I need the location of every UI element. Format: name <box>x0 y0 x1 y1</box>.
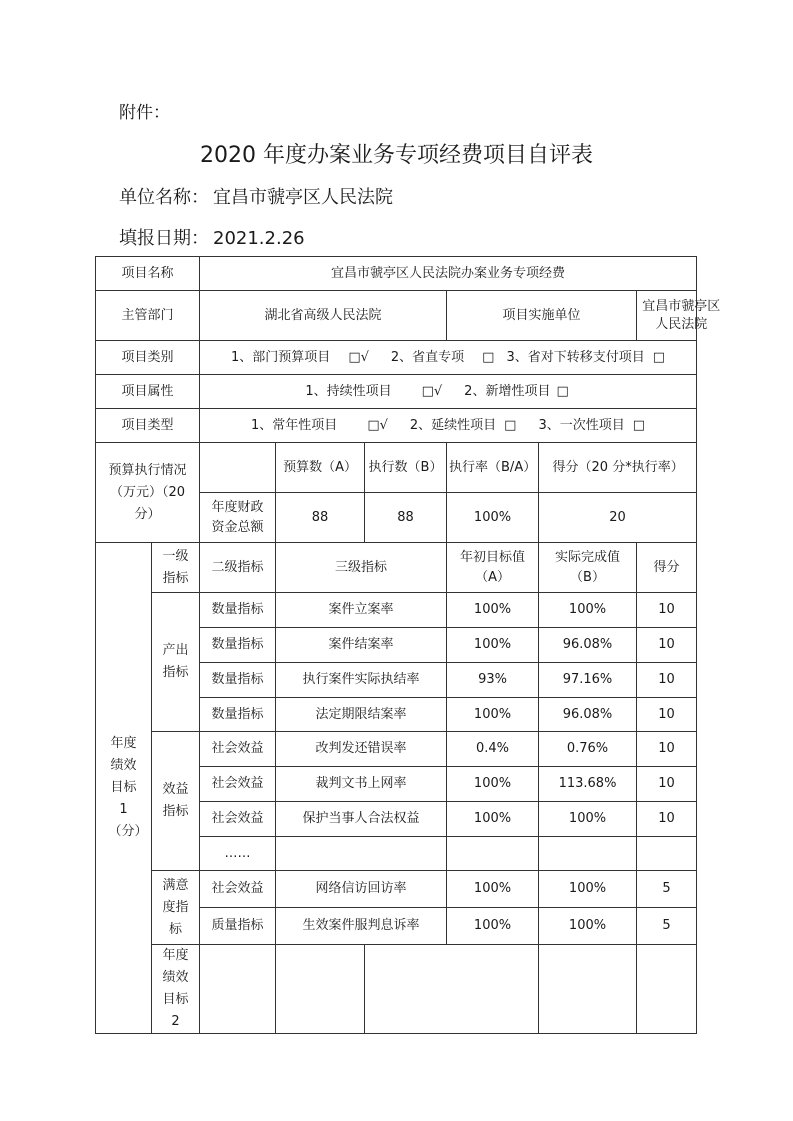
goal2-row <box>96 945 697 1034</box>
performance-header-row <box>96 543 697 593</box>
empty-cell <box>276 945 365 1034</box>
checkbox-icon: □ <box>652 349 666 365</box>
level3-cell: 网络信访回访率 <box>276 871 447 908</box>
score-cell: 10 <box>637 628 697 663</box>
score-header: 得分 <box>637 543 697 593</box>
goal2-label: 年度绩效目标 2 <box>152 945 200 1034</box>
actual-cell: 0.76% <box>539 732 637 767</box>
level2-cell: 数量指标 <box>200 698 276 732</box>
actual-cell: 100% <box>539 802 637 837</box>
empty-cell <box>276 837 447 871</box>
checkbox-icon: □ <box>482 349 495 365</box>
attachment-label: 附件： <box>119 103 170 123</box>
type-label: 项目类型 <box>96 409 200 443</box>
level3-cell: 法定期限结案率 <box>276 698 447 732</box>
target-cell: 100% <box>447 593 539 628</box>
date-label: 填报日期： <box>119 228 209 249</box>
target-cell: 0.4% <box>447 732 539 767</box>
checkbox-checked-icon: □√ <box>421 383 443 399</box>
satisfaction-indicator-label: 满意度指标 <box>152 871 200 945</box>
type-option: 3、一次性项目 □ <box>538 417 646 433</box>
date-value: 2021.2.26 <box>213 228 305 249</box>
empty-cell <box>637 837 697 871</box>
implementing-unit-value: 宜昌市虢亭区人民法院 <box>637 291 697 341</box>
category-option: 1、部门预算项目 □√ <box>231 349 369 365</box>
attribute-options <box>200 375 697 409</box>
score-cell: 5 <box>637 908 697 945</box>
level3-cell: 裁判文书上网率 <box>276 767 447 802</box>
score-cell: 5 <box>637 871 697 908</box>
actual-cell: 100% <box>539 593 637 628</box>
budget-amount-value: 88 <box>276 493 365 543</box>
checkbox-icon: □ <box>632 417 646 433</box>
level2-cell: 社会效益 <box>200 802 276 837</box>
category-label: 项目类别 <box>96 341 200 375</box>
target-header: 年初目标值（A） <box>447 543 539 593</box>
checkbox-icon: □ <box>556 383 569 399</box>
executed-amount-header: 执行数（B） <box>365 443 447 493</box>
evaluation-table <box>95 256 721 1034</box>
project-name-label: 项目名称 <box>96 257 200 291</box>
target-cell: 100% <box>447 871 539 908</box>
empty-cell <box>365 945 539 1034</box>
actual-cell: 100% <box>539 871 637 908</box>
empty-cell <box>447 837 539 871</box>
level3-cell: 保护当事人合法权益 <box>276 802 447 837</box>
level3-cell: 改判发还错误率 <box>276 732 447 767</box>
level2-cell: 数量指标 <box>200 593 276 628</box>
level1-header: 一级指标 <box>152 543 200 593</box>
category-row <box>96 341 697 375</box>
score-cell: 10 <box>637 767 697 802</box>
actual-cell: 100% <box>539 908 637 945</box>
budget-score-header: 得分（20 分*执行率） <box>539 443 697 493</box>
empty-cell <box>539 837 637 871</box>
unit-line <box>119 183 393 209</box>
department-label: 主管部门 <box>96 291 200 341</box>
level2-cell: 质量指标 <box>200 908 276 945</box>
attribute-option: 2、新增性项目 □ <box>464 383 569 399</box>
checkbox-icon: □ <box>504 417 517 433</box>
execution-rate-header: 执行率（B/A） <box>447 443 539 493</box>
type-options <box>200 409 697 443</box>
level2-header: 二级指标 <box>200 543 276 593</box>
actual-cell: 96.08% <box>539 628 637 663</box>
attribute-row <box>96 375 697 409</box>
table-row <box>96 593 697 628</box>
unit-label: 单位名称： <box>119 187 209 208</box>
level2-cell: 数量指标 <box>200 628 276 663</box>
empty-cell <box>200 945 276 1034</box>
type-option: 2、延续性项目 □ <box>409 417 517 433</box>
budget-total-label: 年度财政资金总额 <box>200 493 276 543</box>
date-line <box>119 224 305 250</box>
checkbox-checked-icon: □√ <box>367 417 388 433</box>
project-name-row <box>96 257 697 291</box>
table-row <box>96 871 697 908</box>
level3-cell: 执行案件实际执结率 <box>276 663 447 698</box>
budget-score-value: 20 <box>539 493 697 543</box>
category-options <box>200 341 697 375</box>
budget-header-row <box>96 443 697 493</box>
implementing-unit-label: 项目实施单位 <box>447 291 637 341</box>
level3-cell: 案件立案率 <box>276 593 447 628</box>
level2-cell: 社会效益 <box>200 871 276 908</box>
actual-cell: 113.68% <box>539 767 637 802</box>
target-cell: 100% <box>447 802 539 837</box>
attribute-option: 1、持续性项目 □√ <box>305 383 443 399</box>
budget-header-spacer <box>200 443 276 493</box>
score-cell: 10 <box>637 698 697 732</box>
empty-cell <box>539 945 637 1034</box>
department-row <box>96 291 697 341</box>
score-cell: 10 <box>637 732 697 767</box>
level2-cell: 数量指标 <box>200 663 276 698</box>
target-cell: 93% <box>447 663 539 698</box>
unit-value: 宜昌市虢亭区人民法院 <box>213 187 393 208</box>
score-cell: 10 <box>637 593 697 628</box>
target-cell: 100% <box>447 767 539 802</box>
benefit-indicator-label: 效益指标 <box>152 732 200 871</box>
executed-amount-value: 88 <box>365 493 447 543</box>
category-option: 2、省直专项 □ <box>390 349 495 365</box>
goal1-label: 年度绩效目标 1（分） <box>96 543 152 1034</box>
department-value: 湖北省高级人民法院 <box>200 291 447 341</box>
target-cell: 100% <box>447 908 539 945</box>
score-cell: 10 <box>637 802 697 837</box>
ellipsis-cell: …… <box>200 837 276 871</box>
level3-cell: 案件结案率 <box>276 628 447 663</box>
level2-cell: 社会效益 <box>200 732 276 767</box>
page-title: 2020 年度办案业务专项经费项目自评表 <box>200 143 593 168</box>
table-row <box>96 732 697 767</box>
actual-cell: 97.16% <box>539 663 637 698</box>
empty-cell <box>637 945 697 1034</box>
budget-section-label: 预算执行情况（万元）（20 分） <box>96 443 200 543</box>
budget-amount-header: 预算数（A） <box>276 443 365 493</box>
output-indicator-label: 产出指标 <box>152 593 200 732</box>
target-cell: 100% <box>447 628 539 663</box>
actual-cell: 96.08% <box>539 698 637 732</box>
level3-header: 三级指标 <box>276 543 447 593</box>
actual-header: 实际完成值（B） <box>539 543 637 593</box>
checkbox-checked-icon: □√ <box>348 349 369 365</box>
score-cell: 10 <box>637 663 697 698</box>
target-cell: 100% <box>447 698 539 732</box>
project-name-value: 宜昌市虢亭区人民法院办案业务专项经费 <box>200 257 697 291</box>
type-row <box>96 409 697 443</box>
attribute-label: 项目属性 <box>96 375 200 409</box>
level3-cell: 生效案件服判息诉率 <box>276 908 447 945</box>
type-option: 1、常年性项目 □√ <box>251 417 388 433</box>
execution-rate-value: 100% <box>447 493 539 543</box>
level2-cell: 社会效益 <box>200 767 276 802</box>
category-option: 3、省对下转移支付项目 □ <box>506 349 666 365</box>
